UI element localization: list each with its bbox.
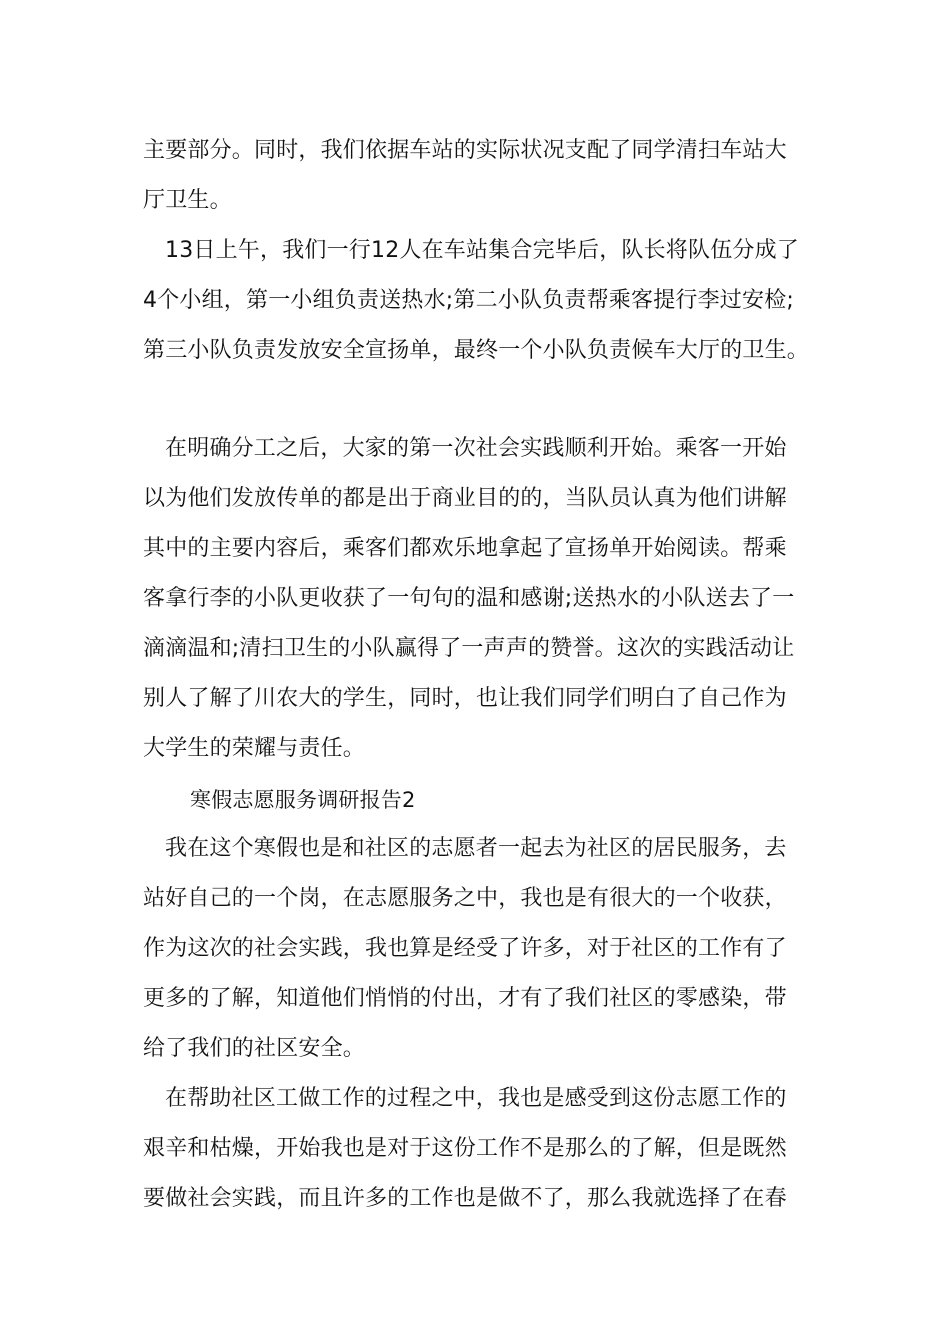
text-line: 更多的了解，知道他们悄悄的付出，才有了我们社区的零感染，带 <box>143 986 787 1011</box>
text-line: 作为这次的社会实践，我也算是经受了许多，对于社区的工作有了 <box>143 936 787 961</box>
text-line: 在明确分工之后，大家的第一次社会实践顺利开始。乘客一开始 <box>165 436 787 461</box>
text-line: 4个小组，第一小组负责送热水;第二小队负责帮乘客提行李过安检; <box>143 288 795 313</box>
text-line: 主要部分。同时，我们依据车站的实际状况支配了同学清扫车站大 <box>143 138 787 163</box>
text-line: 艰辛和枯燥，开始我也是对于这份工作不是那么的了解，但是既然 <box>143 1136 787 1161</box>
text-line: 13日上午，我们一行12人在车站集合完毕后，队长将队伍分成了 <box>165 238 799 263</box>
text-line: 要做社会实践，而且许多的工作也是做不了，那么我就选择了在春 <box>143 1186 787 1211</box>
text-line: 在帮助社区工做工作的过程之中，我也是感受到这份志愿工作的 <box>165 1086 787 1111</box>
text-line: 我在这个寒假也是和社区的志愿者一起去为社区的居民服务，去 <box>165 836 787 861</box>
text-line: 别人了解了川农大的学生，同时，也让我们同学们明白了自己作为 <box>143 686 787 711</box>
text-line: 大学生的荣耀与责任。 <box>143 736 366 761</box>
text-line: 其中的主要内容后，乘客们都欢乐地拿起了宣扬单开始阅读。帮乘 <box>143 536 787 561</box>
text-line: 客拿行李的小队更收获了一句句的温和感谢;送热水的小队送去了一 <box>143 586 795 611</box>
text-line: 厅卫生。 <box>143 188 232 213</box>
text-line: 第三小队负责发放安全宣扬单，最终一个小队负责候车大厅的卫生。 <box>143 338 810 363</box>
section-heading: 寒假志愿服务调研报告2 <box>190 788 416 812</box>
text-line: 站好自己的一个岗，在志愿服务之中，我也是有很大的一个收获， <box>143 886 787 911</box>
text-line: 滴滴温和;清扫卫生的小队赢得了一声声的赞誉。这次的实践活动让 <box>143 636 795 661</box>
text-line: 给了我们的社区安全。 <box>143 1036 366 1061</box>
text-line: 以为他们发放传单的都是出于商业目的的，当队员认真为他们讲解 <box>143 486 787 511</box>
